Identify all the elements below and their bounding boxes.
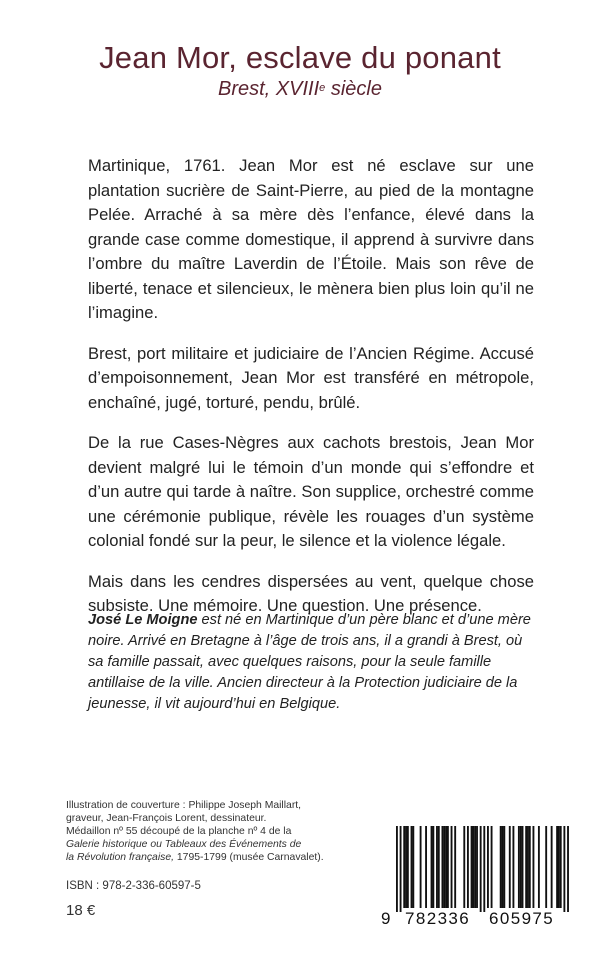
barcode-bar <box>518 826 520 908</box>
barcode-bar <box>483 826 485 912</box>
barcode-bar <box>512 826 514 908</box>
barcode-bar <box>525 826 527 908</box>
synopsis-paragraph: Mais dans les cendres dispersées au vent, quelque chose subsiste. Une mémoire. Une question. Une présence. <box>88 571 534 615</box>
barcode-bar <box>522 826 524 908</box>
barcode-bar <box>412 826 414 908</box>
barcode-bar <box>563 826 565 912</box>
barcode-bar <box>425 826 427 908</box>
credits-line: Illustration de couverture : Philippe Joseph Maillart, <box>66 800 302 811</box>
barcode-bar <box>438 826 440 908</box>
credits-line: graveur, Jean-François Lorent, dessinateur. <box>66 813 267 824</box>
price: 18 € <box>66 902 96 919</box>
barcode-bar <box>471 826 473 908</box>
barcode-bar <box>403 826 405 908</box>
synopsis <box>88 154 534 635</box>
barcode-bar <box>480 826 482 912</box>
barcode-bar <box>396 826 398 912</box>
credits-rest: 1795-1799 (musée Carnavalet). <box>174 852 324 863</box>
barcode-bar <box>447 826 449 908</box>
barcode-bar <box>538 826 540 908</box>
author-name: José Le Moigne <box>88 612 198 628</box>
barcode-bar <box>551 826 553 908</box>
barcode-bar <box>558 826 560 908</box>
barcode-bar <box>400 826 402 912</box>
barcode-bar <box>474 826 476 908</box>
barcode-bar <box>411 826 413 908</box>
barcode-bar <box>491 826 493 908</box>
barcode-bar <box>500 826 502 908</box>
barcode-digits <box>380 909 580 931</box>
barcode-bar <box>533 826 535 908</box>
barcode-left-group: 782336 <box>405 909 471 928</box>
credits-line: Médaillon nº 55 découpé de la planche nº 4 de la <box>66 826 292 837</box>
barcode-bar <box>487 826 489 908</box>
barcode-bar <box>560 826 562 908</box>
barcode-right-group: 605975 <box>489 909 555 928</box>
credits-line <box>66 851 366 864</box>
barcode-bar <box>405 826 407 908</box>
credits-line: Galerie historique ou Tableaux des Événements de <box>66 839 302 850</box>
barcode-bar <box>451 826 453 908</box>
barcode-bar <box>476 826 478 908</box>
synopsis-paragraph: De la rue Cases-Nègres aux cachots brestois, Jean Mor devient malgré lui le témoin d’un monde qui s’effondre et d’un autre qui tarde à naître. Son supplice, orchestré comme une cérémonie publique, révèle les rouages d’un système colonial fondé sur la peur, le silence et la violence légale. <box>88 433 534 550</box>
subtitle-prefix: Brest, XVIII <box>218 78 320 100</box>
barcode-bar <box>502 826 504 908</box>
barcode-bars <box>380 826 580 912</box>
barcode-bar <box>527 826 529 908</box>
barcode-bar <box>503 826 505 908</box>
barcode-bar <box>436 826 438 908</box>
barcode-bar <box>509 826 511 908</box>
barcode-bar <box>454 826 456 908</box>
subtitle-suffix: siècle <box>325 78 382 100</box>
book-subtitle <box>0 76 600 102</box>
barcode <box>380 826 580 934</box>
barcode-bar <box>467 826 469 908</box>
isbn: ISBN : 978-2-336-60597-5 <box>66 880 201 892</box>
author-bio <box>88 610 534 715</box>
barcode-bar <box>520 826 522 908</box>
author-bio-text: est né en Martinique d’un père blanc et d’une mère noire. Arrivé en Bretagne à l’âge de trois ans, il a grandi à Brest, où sa famille passait, avec quelques raisons, pour la seule famille antillaise de la ville. Ancien directeur à la Protection judiciaire de la jeunesse, il vit aujourd’hui en Belgique. <box>88 612 531 712</box>
barcode-bar <box>445 826 447 908</box>
barcode-bar <box>545 826 547 908</box>
illustration-credits <box>66 799 366 864</box>
barcode-bar <box>529 826 531 908</box>
barcode-bar <box>407 826 409 908</box>
book-title: Jean Mor, esclave du ponant <box>99 40 501 75</box>
barcode-first-digit: 9 <box>381 909 392 928</box>
barcode-bar <box>431 826 433 908</box>
credits-italic-part: la Révolution française, <box>66 852 175 863</box>
barcode-bar <box>420 826 422 908</box>
barcode-bar <box>472 826 474 908</box>
synopsis-paragraph: Martinique, 1761. Jean Mor est né esclave sur une plantation sucrière de Saint-Pierre, au pied de la montagne Pelée. Arraché à sa mère dès l’enfance, élevé dans la grande case comme domestique, il apprend à survivre dans l’ombre du maître Laverdin de l’Étoile. Mais son rêve de liberté, tenace et silencieux, le mènera bien plus loin qu’il ne l’imagine. <box>88 156 534 322</box>
barcode-bar <box>442 826 444 908</box>
subtitle-superscript: e <box>319 82 326 94</box>
synopsis-paragraph: Brest, port militaire et judiciaire de l’Ancien Régime. Accusé d’empoisonnement, Jean Mor est transféré en métropole, enchaîné, jugé, torturé, pendu, brûlé. <box>88 343 534 412</box>
barcode-bar <box>443 826 445 908</box>
barcode-bar <box>463 826 465 908</box>
barcode-bar <box>567 826 569 912</box>
barcode-bar <box>556 826 558 908</box>
barcode-bar <box>432 826 434 908</box>
